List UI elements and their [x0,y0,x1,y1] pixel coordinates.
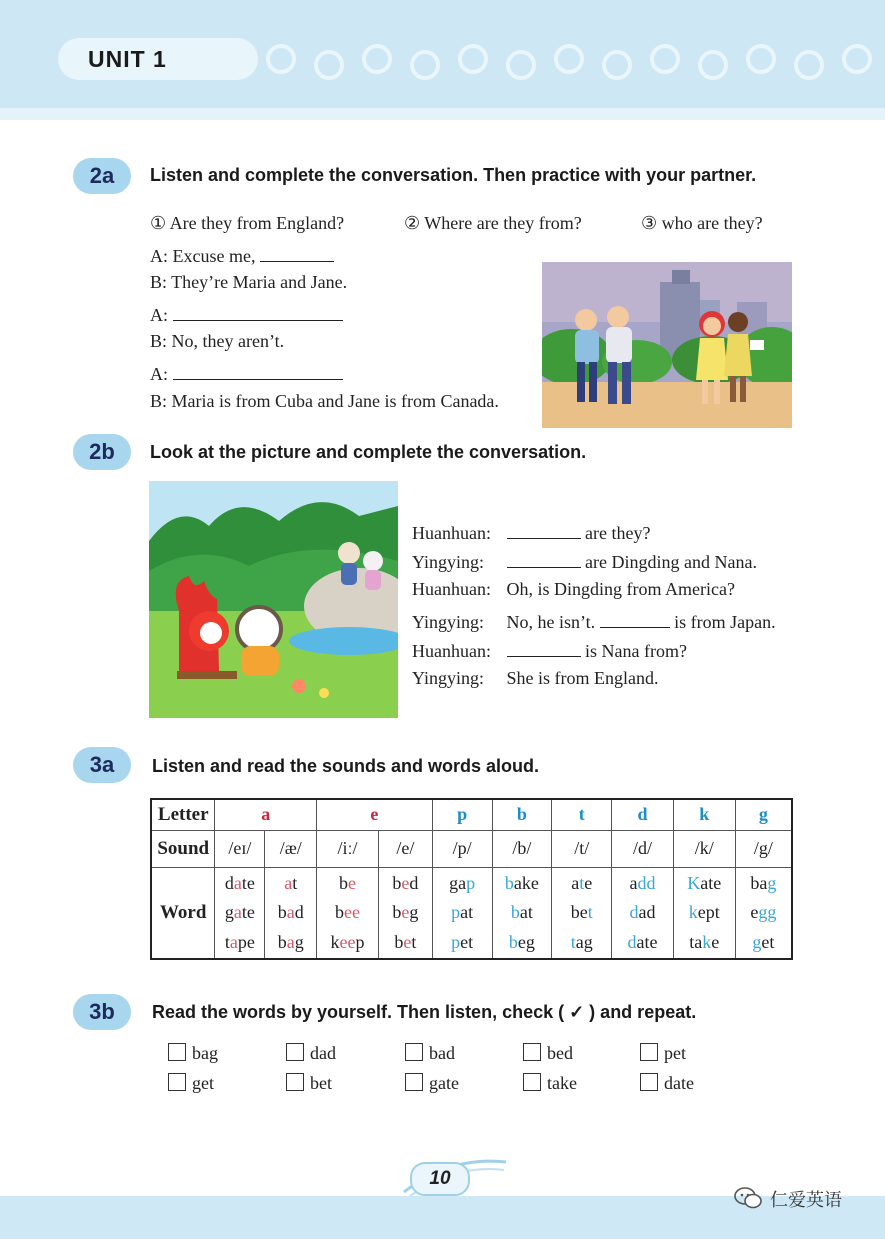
illustration-students-walking [542,262,792,428]
phonics-word: beg [508,931,535,952]
checkbox[interactable] [640,1073,658,1091]
checkbox-item[interactable] [286,1043,336,1064]
word-cell [673,867,735,959]
line-text: No, he isn’t. [506,612,596,632]
highlighted-letters: t [579,872,585,893]
instruction-3a: Listen and read the sounds and words aloud. [152,756,540,776]
sound-cell: /d/ [612,830,674,867]
highlighted-letters: d [627,931,637,952]
instruction-3b: Read the words by yourself. Then listen, check ( ✓ ) and repeat. [152,1002,697,1022]
speaker-name: Huanhuan: [412,523,491,543]
instruction-2a: Listen and complete the conversation. Then practice with your partner. [150,165,757,185]
phonics-word: be [339,872,357,893]
dialogue-2b-line-1 [412,520,650,544]
highlighted-letters: e [401,872,410,893]
option-2: ② Where are they from? [404,213,582,233]
line-text: are Dingding and Nana. [585,552,757,572]
sound-cell: /g/ [735,830,792,867]
checkbox[interactable] [405,1043,423,1061]
phonics-table [150,798,793,960]
line-text: are they? [585,523,651,543]
checkbox[interactable] [523,1073,541,1091]
checkbox[interactable] [640,1043,658,1061]
sound-cell: /æ/ [265,830,317,867]
line-text: A: [150,305,168,325]
word-cell [215,867,265,959]
dialogue-2b-line-5 [412,638,687,662]
answer-blank[interactable] [507,520,581,539]
option-1: ① Are they from England? [150,213,345,233]
word-cell [265,867,317,959]
checkbox[interactable] [168,1073,186,1091]
checkbox-label: date [664,1073,694,1093]
instruction-2b: Look at the picture and complete the conversation. [150,442,587,462]
dialogue-2b-line-4 [412,609,776,633]
letter-cell: a [215,799,317,830]
letter-cell: p [432,799,492,830]
highlighted-letters: e [403,931,412,952]
phonics-word: Kate [687,872,722,893]
highlighted-letters: ee [339,931,356,952]
word-cell [612,867,674,959]
option-3: ③ who are they? [641,213,763,233]
phonics-word: bee [335,902,360,922]
highlighted-letters: ee [344,902,360,922]
highlighted-letters: b [510,902,520,922]
row-label: Word [151,867,215,959]
highlighted-letters: gg [758,902,777,922]
highlighted-letters: K [687,872,701,893]
watermark-text: 仁爱英语 [770,1190,842,1211]
checkbox-item[interactable] [405,1073,459,1094]
line-text: is Nana from? [585,641,687,661]
highlighted-letters: e [401,902,410,922]
phonics-word: bag [750,872,777,893]
highlighted-letters: t [587,902,593,922]
section-badge-2a: 2a [73,158,131,194]
answer-blank[interactable] [260,243,334,262]
highlighted-letters: e [348,872,357,893]
word-cell [735,867,792,959]
phonics-word: bake [504,872,539,893]
section-badge-2b: 2b [73,434,131,470]
phonics-word: ate [571,872,593,893]
phonics-word: take [689,931,720,952]
line-text: Oh, is Dingding from America? [506,579,735,599]
sound-cell: /t/ [552,830,612,867]
checkbox-item[interactable] [523,1043,573,1064]
highlighted-letters: k [688,902,698,922]
checkbox-label: get [192,1073,214,1093]
highlighted-letters: a [286,902,295,922]
phonics-word: tag [570,931,593,952]
line-text: She is from England. [506,668,659,688]
word-row [151,867,792,959]
dialogue-2a-line-1 [150,243,334,267]
highlighted-letters: t [570,931,576,952]
line-text: A: Excuse me, [150,246,256,266]
checkbox-item[interactable] [168,1073,214,1094]
highlighted-letters: a [229,931,238,952]
checkbox[interactable] [286,1043,304,1061]
checkbox-label: bet [310,1073,332,1093]
letter-row [151,799,792,830]
checkbox[interactable] [523,1043,541,1061]
highlighted-letters: a [286,931,295,952]
answer-blank[interactable] [507,549,581,568]
word-cell [492,867,552,959]
header-strip [0,108,885,120]
highlighted-letters: p [451,902,461,922]
sound-cell: /iː/ [317,830,379,867]
checkbox-label: dad [310,1043,336,1063]
checkbox-label: gate [429,1073,459,1093]
letter-cell: e [317,799,433,830]
speaker-name: Huanhuan: [412,641,491,661]
dialogue-2a-line-2: B: They’re Maria and Jane. [150,272,348,292]
letter-cell: t [552,799,612,830]
checkbox-label: pet [664,1043,686,1063]
phonics-word: bad [277,902,304,922]
letter-cell: k [673,799,735,830]
answer-blank[interactable] [173,302,343,321]
checkbox-label: bed [547,1043,573,1063]
checkbox-label: take [547,1073,577,1093]
highlighted-letters: a [284,872,293,893]
line-text: A: [150,364,168,384]
highlighted-letters: p [466,872,476,893]
phonics-word: bag [277,931,304,952]
sound-cell: /k/ [673,830,735,867]
checkbox-label: bag [192,1043,218,1063]
phonics-word: date [224,872,255,893]
phonics-word: dad [629,902,656,922]
highlighted-letters: k [702,931,712,952]
phonics-word: at [284,872,298,893]
section-badge-3a: 3a [73,747,131,783]
phonics-word: add [629,872,656,893]
answer-blank[interactable] [600,609,670,628]
sound-cell: /eɪ/ [215,830,265,867]
checkbox[interactable] [405,1073,423,1091]
phonics-word: bed [392,872,419,893]
dialogue-2a-line-4: B: No, they aren’t. [150,331,285,351]
speaker-name: Yingying: [412,668,485,688]
checkbox-item[interactable] [168,1043,218,1064]
checkbox-item[interactable] [523,1073,577,1094]
phonics-word: egg [750,902,777,922]
phonics-word: kept [688,902,720,922]
dialogue-2b-line-3 [412,579,735,600]
highlighted-letters: a [233,872,242,893]
row-label: Letter [151,799,215,830]
phonics-word: gap [449,872,476,893]
line-text: is from Japan. [674,612,776,632]
checkbox[interactable] [168,1043,186,1061]
letter-cell: b [492,799,552,830]
row-label: Sound [151,830,215,867]
highlighted-letters: b [508,931,518,952]
phonics-word: keep [330,931,365,952]
sound-cell: /p/ [432,830,492,867]
letter-cell: d [612,799,674,830]
checkbox-item[interactable] [640,1073,694,1094]
dialogue-2b-line-2 [412,549,757,573]
speaker-name: Huanhuan: [412,579,491,599]
word-cell [432,867,492,959]
wechat-icon [734,1186,764,1210]
page-number: 10 [410,1162,470,1196]
highlighted-letters: b [504,872,514,893]
sound-cell: /b/ [492,830,552,867]
answer-blank[interactable] [507,638,581,657]
word-cell [552,867,612,959]
phonics-word: tape [224,931,255,952]
word-cell [378,867,432,959]
dialogue-2a-line-6: B: Maria is from Cuba and Jane is from Canada. [150,391,499,411]
speaker-name: Yingying: [412,552,485,572]
phonics-word: get [752,931,775,952]
phonics-word: bat [510,902,533,922]
phonics-word: bet [570,902,593,922]
checkbox-item[interactable] [640,1043,686,1064]
dialogue-2b-line-6 [412,668,658,689]
dialogue-2a-line-5 [150,361,343,385]
checkbox-item[interactable] [405,1043,455,1064]
phonics-word: gate [224,902,255,922]
checkbox[interactable] [286,1073,304,1091]
phonics-word: pet [451,931,474,952]
section-badge-3b: 3b [73,994,131,1030]
phonics-word: date [627,931,658,952]
highlighted-letters: dd [637,872,656,893]
illustration-fuwa-mascots [149,481,398,718]
word-cell [317,867,379,959]
highlighted-letters: d [629,902,639,922]
highlighted-letters: g [767,872,777,893]
highlighted-letters: g [752,931,762,952]
checkbox-label: bad [429,1043,455,1063]
phonics-word: beg [392,902,419,922]
answer-blank[interactable] [173,361,343,380]
highlighted-letters: p [451,931,461,952]
dialogue-2a-line-3 [150,302,343,326]
letter-cell: g [735,799,792,830]
phonics-word: bet [394,931,417,952]
highlighted-letters: a [233,902,242,922]
phonics-word: pat [451,902,474,922]
speaker-name: Yingying: [412,612,485,632]
unit-title: UNIT 1 [88,46,167,72]
sound-cell: /e/ [378,830,432,867]
checkbox-item[interactable] [286,1073,332,1094]
sound-row [151,830,792,867]
